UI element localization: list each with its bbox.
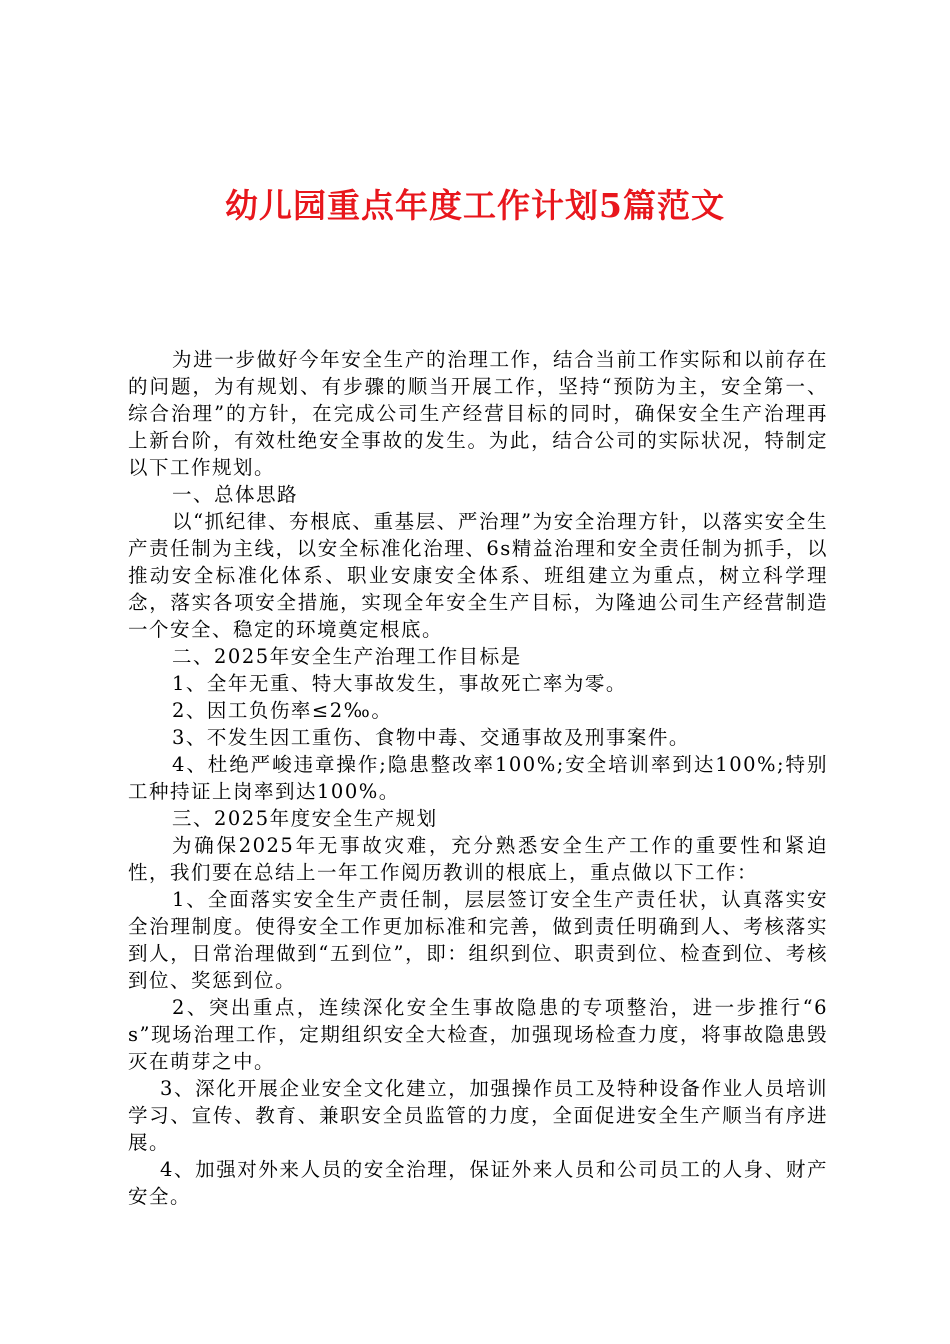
plan-intro-paragraph: 为确保2025年无事故灾难，充分熟悉安全生产工作的重要性和紧迫性，我们要在总结上一年工作阅历教训的根底上，重点做以下工作：: [128, 834, 828, 884]
document-title: 幼儿园重点年度工作计划5篇范文: [225, 186, 725, 225]
plan-item-2: 2、突出重点，连续深化安全生事故隐患的专项整治，进一步推行“6s”现场治理工作，定期组织安全大检查，加强现场检查力度，将事故隐患毁灭在萌芽之中。: [128, 996, 828, 1073]
overall-approach-paragraph: 以“抓纪律、夯根底、重基层、严治理”为安全治理方针，以落实安全生产责任制为主线，以安全标准化治理、6s精益治理和安全责任制为抓手，以推动安全标准化体系、职业安康安全体系、班组建立为重点，树立科学理念，落实各项安全措施，实现全年安全生产目标，为隆迪公司生产经营制造一个安全、稳定的环境奠定根底。: [128, 510, 828, 641]
plan-item-3: 3、深化开展企业安全文化建立，加强操作员工及特种设备作业人员培训学习、宣传、教育、兼职安全员监管的力度，全面促进安全生产顺当有序进展。: [128, 1077, 828, 1154]
target-item-2: 2、因工负伤率≤2‰。: [172, 699, 393, 722]
section-heading-3: 三、2025年度安全生产规划: [172, 807, 438, 830]
section-heading-1: 一、总体思路: [172, 483, 299, 506]
plan-item-1: 1、全面落实安全生产责任制，层层签订安全生产责任状，认真落实安全治理制度。使得安全工作更加标准和完善，做到责任明确到人、考核落实到人，日常治理做到“五到位”，即：组织到位、职责到位、检查到位、考核到位、奖惩到位。: [128, 888, 828, 992]
target-item-4: 4、杜绝严峻违章操作;隐患整改率100%;安全培训率到达100%;特别工种持证上岗率到达100%。: [128, 753, 828, 803]
section-heading-2: 二、2025年安全生产治理工作目标是: [172, 645, 522, 668]
plan-item-4: 4、加强对外来人员的安全治理，保证外来人员和公司员工的人身、财产安全。: [128, 1158, 828, 1208]
target-item-1: 1、全年无重、特大事故发生，事故死亡率为零。: [172, 672, 627, 695]
target-item-3: 3、不发生因工重伤、食物中毒、交通事故及刑事案件。: [172, 726, 690, 749]
intro-paragraph: 为进一步做好今年安全生产的治理工作，结合当前工作实际和以前存在的问题，为有规划、有步骤的顺当开展工作，坚持“预防为主，安全第一、综合治理”的方针，在完成公司生产经营目标的同时，确保安全生产治理再上新台阶，有效杜绝安全事故的发生。为此，结合公司的实际状况，特制定以下工作规划。: [128, 348, 828, 479]
document-body: [128, 346, 828, 1210]
